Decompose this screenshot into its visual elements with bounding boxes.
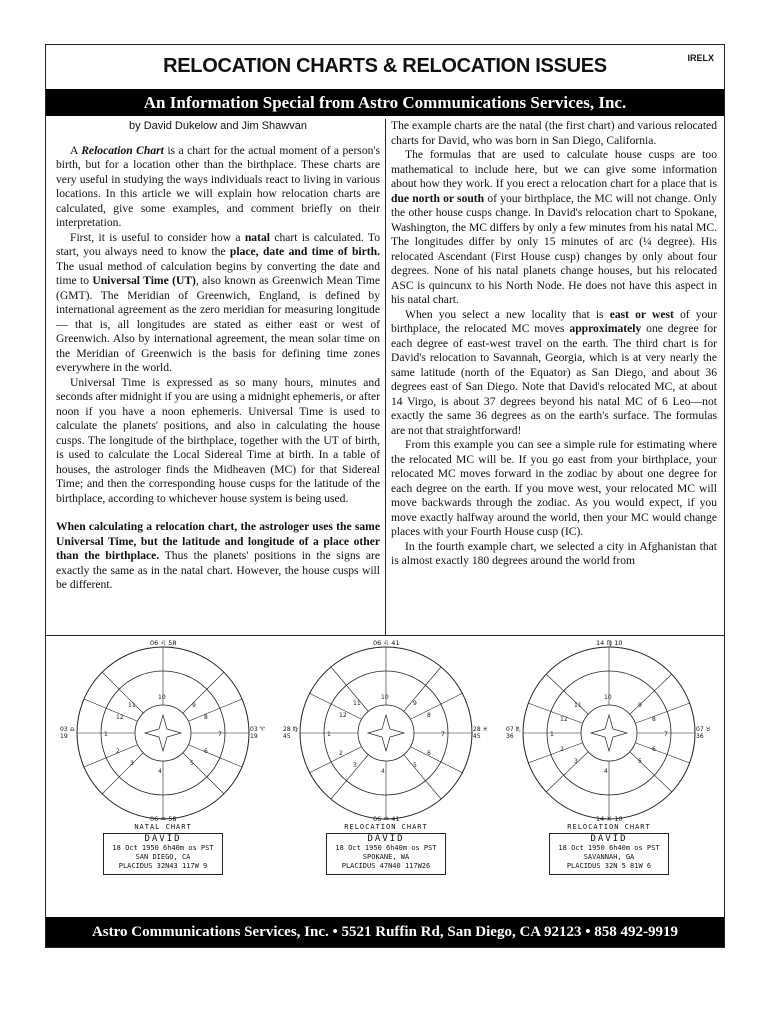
svg-text:3: 3 (574, 758, 578, 765)
chart-type-label: RELOCATION CHART (344, 823, 428, 831)
chart-location: SPOKANE, WA (362, 853, 410, 861)
chart-mc-label: 14 ♍ 10 (596, 639, 623, 647)
svg-text:4: 4 (604, 768, 608, 775)
svg-text:7: 7 (218, 731, 222, 738)
svg-text:12: 12 (560, 716, 568, 723)
svg-text:4: 4 (381, 768, 385, 775)
chart-info-box (103, 833, 223, 875)
svg-text:8: 8 (427, 712, 431, 719)
left-column (56, 119, 380, 593)
svg-text:9: 9 (192, 702, 196, 709)
svg-text:11: 11 (574, 702, 582, 709)
paragraph-formulas: The formulas that are used to calculate house cusps are too mathematical to include here, but we can give some information about how they work. If you erect a relocation chart for a place that is due north or south of your birthplace, the MC will not change. Only the other house cusps change. In David's relocation chart to Spokane, Washington, the MC differs by only a few minutes from his natal MC. The longitudes differ by only 15 minutes of arc (¼ degree). His relocated Ascendant (First House cusp) changes by only about four degrees. None of his natal planets change houses, but his relocated ASC is quincunx to his North Node. He does not have this aspect in his natal chart. (391, 148, 718, 306)
column-divider (385, 119, 386, 635)
chart-house-system: PLACIDUS 32N43 117W 9 (118, 862, 208, 870)
right-column (391, 119, 717, 569)
svg-text:10: 10 (381, 694, 389, 701)
chart-ic-label: 06 ♒ 58 (150, 815, 177, 823)
svg-text:6: 6 (427, 750, 431, 757)
chart-house-system: PLACIDUS 32N 5 81W 6 (566, 862, 652, 870)
paragraph-natal-calc: First, it is useful to consider how a natal chart is calculated. To start, you always need to know the place, date and time of birth. The usual method of calculation begins by converting the date and time to Universal Time (UT), also known as Greenwich Mean Time (GMT). The Meridian of Greenwich, England, is defined by international agreement as the zero meridian for measuring longitude — that is, all longitudes are stated as either east or west of Greenwich. Also by international agreement, the mean solar time on the Meridian of Greenwich is the basis for defining time zones everywhere in the world. (56, 230, 381, 374)
svg-text:11: 11 (128, 702, 136, 709)
chart-mc-label: 06 ♌ 58 (150, 639, 177, 647)
chart-birth-datetime: 18 Oct 1950 6h40m os PST (558, 844, 660, 852)
svg-text:1: 1 (550, 731, 554, 738)
svg-text:3: 3 (130, 760, 134, 767)
svg-text:6: 6 (652, 746, 656, 753)
charts-row (46, 641, 724, 917)
svg-text:1: 1 (104, 731, 108, 738)
chart-mc-label: 06 ♌ 41 (373, 639, 400, 647)
chart-dsc-label: 03 ♈ 19 (250, 726, 265, 740)
svg-text:5: 5 (190, 760, 194, 767)
svg-text:8: 8 (204, 714, 208, 721)
chart-person-name: DAVID (144, 834, 182, 844)
svg-text:12: 12 (339, 712, 347, 719)
publisher-banner: An Information Special from Astro Communications Services, Inc. (46, 89, 724, 116)
chart-wheel (281, 641, 491, 826)
contact-footer: Astro Communications Services, Inc. • 5521 Ruffin Rd, San Diego, CA 92123 • 858 492-9919 (46, 917, 724, 947)
chart-info-box (326, 833, 446, 875)
chart-location: SAVANNAH, GA (583, 853, 635, 861)
chart-asc-label: 03 ♎ 19 (60, 726, 75, 740)
chart-asc-label: 28 ♍ 45 (283, 726, 298, 740)
chart-birth-datetime: 18 Oct 1950 6h40m os PST (335, 844, 437, 852)
svg-text:8: 8 (652, 716, 656, 723)
natal-chart (58, 641, 268, 917)
chart-person-name: DAVID (590, 834, 628, 844)
chart-ic-label: 14 ♓ 10 (596, 815, 623, 823)
paragraph-east-west: When you select a new locality that is east or west of your birthplace, the relocated MC moves approximately one degree for each degree of east-west travel on the earth. The third chart is for David's relocation to Savannah, Georgia, which is at very nearly the same latitude (north of the Equator) as San Diego, and about 36 degrees east of San Diego. Note that David's relocated MC, at about 14 Virgo, is about 37 degrees beyond his natal MC of 6 Leo—not exactly the same 36 degrees as on the earth's surface. The formulas are not that straightforward! (391, 307, 717, 437)
chart-wheel (504, 641, 714, 826)
chart-person-name: DAVID (367, 834, 405, 844)
svg-text:2: 2 (339, 750, 343, 757)
svg-text:12: 12 (116, 714, 124, 721)
relocation-chart-spokane (281, 641, 491, 917)
chart-house-system: PLACIDUS 47N40 117W26 (341, 862, 431, 870)
paragraph-relocation-calc: When calculating a relocation chart, the astrologer uses the same Universal Time, but the latitude and longitude of a place other than the birthplace. Thus the planets' positions in the signs are exactly the same as in the natal chart. However, the house cusps will be different. (56, 520, 380, 591)
svg-text:9: 9 (413, 700, 417, 707)
svg-text:9: 9 (638, 702, 642, 709)
svg-text:2: 2 (116, 748, 120, 755)
paragraph-intro: A Relocation Chart is a chart for the actual moment of a person's birth, but for a location other than the birthplace. These charts are very useful in studying the ways individuals react to living in various locations. In this article we will explain how relocation charts are calculated, give some examples, and comment briefly on their interpretation. (56, 143, 381, 229)
svg-text:3: 3 (353, 762, 357, 769)
svg-text:11: 11 (353, 700, 361, 707)
svg-text:5: 5 (638, 758, 642, 765)
byline: by David Dukelow and Jim Shawvan (129, 120, 307, 132)
svg-text:1: 1 (327, 731, 331, 738)
paragraph-examples: The example charts are the natal (the first chart) and various relocated charts for David, who was born in San Diego, California. (391, 119, 717, 147)
paragraph-afghanistan: In the fourth example chart, we selected a city in Afghanistan that is almost exactly 180 degrees around the world from (391, 539, 717, 567)
section-divider (46, 635, 724, 636)
chart-birth-datetime: 18 Oct 1950 6h40m os PST (112, 844, 214, 852)
document-code: IRELX (687, 53, 714, 63)
svg-text:2: 2 (560, 746, 564, 753)
chart-type-label: NATAL CHART (134, 823, 192, 831)
paragraph-universal-time: Universal Time is expressed as so many hours, minutes and seconds after midnight if you are using a midnight ephemeris, or after noon if you have a noon ephemeris. Universal Time is used to calculate the planets' positions, and also in calculating the house cusps. The longitude of the birthplace, together with the UT of birth, is used to calculate the Local Sidereal Time at birth. In a table of houses, the astrologer finds the Midheaven (MC) for that Sidereal Time; and then the corresponding house cusps for the latitude of the birthplace, according to whichever house system is being used. (56, 375, 380, 505)
svg-text:10: 10 (158, 694, 166, 701)
svg-text:7: 7 (441, 731, 445, 738)
svg-text:6: 6 (204, 748, 208, 755)
svg-text:7: 7 (664, 731, 668, 738)
paragraph-simple-rule: From this example you can see a simple rule for estimating where the relocated MC will be. If you go east from your birthplace, your relocated MC moves forward in the zodiac by about one degree for each degree on the earth. If you move west, your relocated MC will move backwards through the zodiac. As you would expect, if you move exactly halfway around the world, then your MC would change places with your Fourth House cusp (IC). (391, 438, 717, 538)
chart-info-box (549, 833, 669, 875)
relocation-chart-savannah (504, 641, 714, 917)
chart-asc-label: 07 ♏ 36 (506, 726, 521, 740)
chart-wheel (58, 641, 268, 826)
page-title: RELOCATION CHARTS & RELOCATION ISSUES (163, 55, 607, 77)
chart-type-label: RELOCATION CHART (567, 823, 651, 831)
chart-dsc-label: 28 ♓ 45 (473, 726, 488, 740)
chart-ic-label: 06 ♒ 41 (373, 815, 400, 823)
chart-dsc-label: 07 ♉ 36 (696, 726, 711, 740)
chart-location: SAN DIEGO, CA (135, 853, 191, 861)
svg-text:5: 5 (413, 762, 417, 769)
svg-text:10: 10 (604, 694, 612, 701)
page-frame (45, 44, 725, 948)
svg-text:4: 4 (158, 768, 162, 775)
